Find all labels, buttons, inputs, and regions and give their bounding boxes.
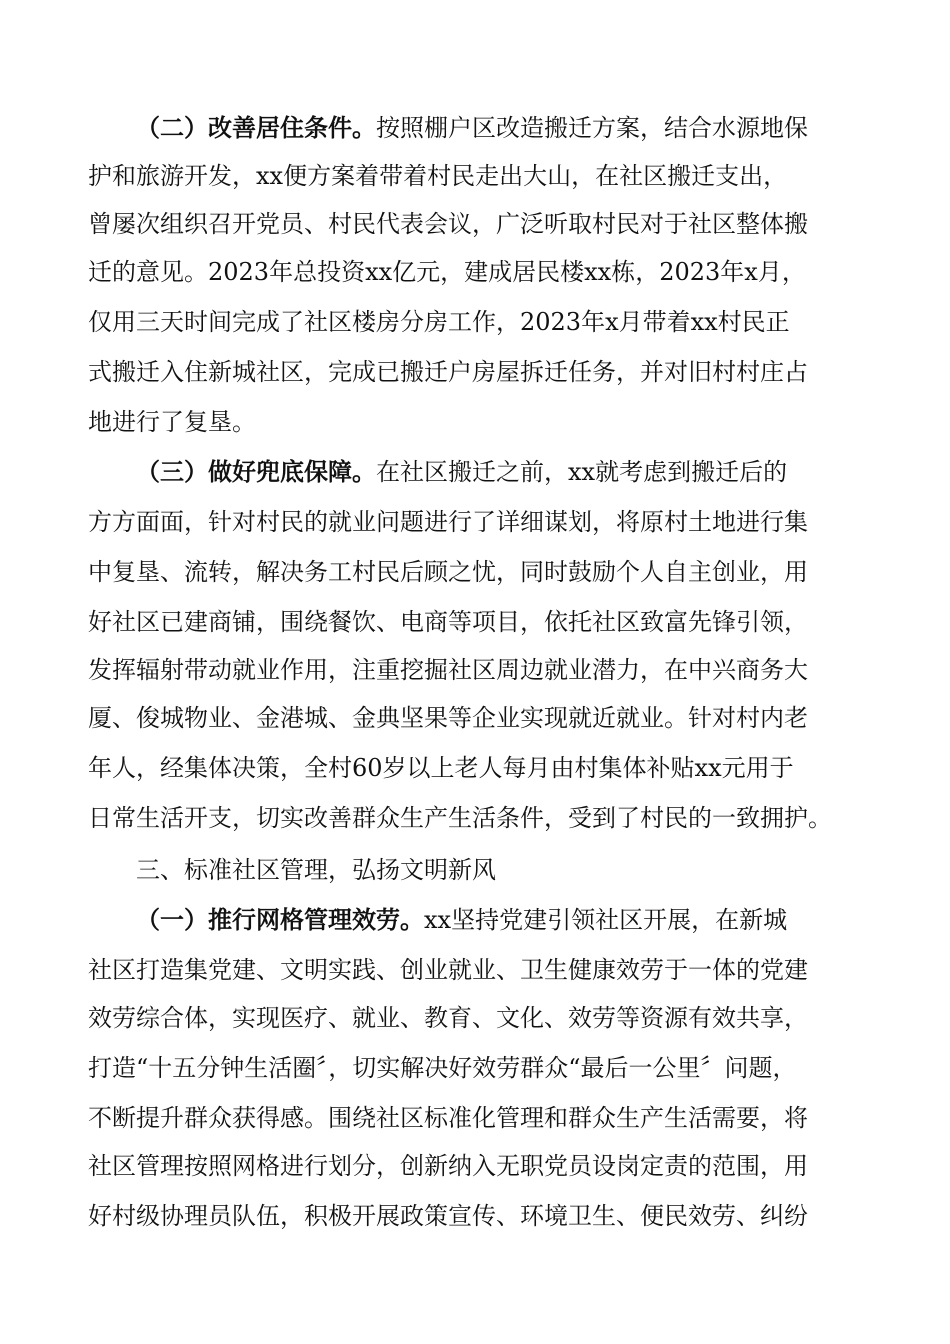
- paragraph-text: 在社区搬迁之前，xx就考虑到搬迁后的: [376, 458, 788, 486]
- paragraph-line: 社区管理按照网格进行划分，创新纳入无职党员设岗定责的范围，用: [88, 1152, 808, 1180]
- subsection-heading: （二）改善居住条件。: [136, 113, 376, 142]
- paragraph-line: 好村级协理员队伍，积极开展政策宣传、环境卫生、便民效劳、纠纷: [88, 1202, 808, 1230]
- paragraph-line: 年人，经集体决策，全村60岁以上老人每月由村集体补贴xx元用于: [88, 754, 794, 782]
- paragraph-line: [136, 448, 878, 496]
- paragraph-line: 日常生活开支，切实改善群众生产生活条件，受到了村民的一致拥护。: [88, 804, 832, 832]
- paragraph-line: [136, 104, 878, 152]
- section-title: 三、标准社区管理，弘扬文明新风: [136, 856, 496, 884]
- paragraph-line: 方方面面，针对村民的就业问题进行了详细谋划，将原村土地进行集: [88, 508, 808, 536]
- paragraph-line: 仅用三天时间完成了社区楼房分房工作，2023年x月带着xx村民正: [88, 308, 790, 336]
- paragraph-line: 地进行了复垦。: [88, 408, 256, 436]
- subsection-heading: （一）推行网格管理效劳。: [136, 905, 424, 934]
- paragraph-line: 好社区已建商铺，围绕餐饮、电商等项目，依托社区致富先锋引领，: [88, 608, 808, 636]
- paragraph-line: 效劳综合体，实现医疗、就业、教育、文化、效劳等资源有效共享，: [88, 1004, 808, 1032]
- paragraph-line: 护和旅游开发，xx便方案着带着村民走出大山，在社区搬迁支出，: [88, 162, 788, 190]
- paragraph-line: 社区打造集党建、文明实践、创业就业、卫生健康效劳于一体的党建: [88, 956, 808, 984]
- paragraph-line: 不断提升群众获得感。围绕社区标准化管理和群众生产生活需要，将: [88, 1104, 808, 1132]
- paragraph-text: 按照棚户区改造搬迁方案，结合水源地保: [376, 114, 808, 142]
- paragraph-line: 发挥辐射带动就业作用，注重挖掘社区周边就业潜力，在中兴商务大: [88, 656, 808, 684]
- paragraph-line: 曾屡次组织召开党员、村民代表会议，广泛听取村民对于社区整体搬: [88, 210, 808, 238]
- paragraph-line: 中复垦、流转，解决务工村民后顾之忧，同时鼓励个人自主创业，用: [88, 558, 808, 586]
- subsection-heading: （三）做好兜底保障。: [136, 457, 376, 486]
- paragraph-line: 打造“十五分钟生活圈〞，切实解决好效劳群众“最后一公里〞问题，: [88, 1054, 797, 1082]
- paragraph-line: 厦、俊城物业、金港城、金典坚果等企业实现就近就业。针对村内老: [88, 704, 808, 732]
- paragraph-line: 式搬迁入住新城社区，完成已搬迁户房屋拆迁任务，并对旧村村庄占: [88, 358, 808, 386]
- paragraph-line: [136, 896, 878, 944]
- paragraph-line: 迁的意见。2023年总投资xx亿元，建成居民楼xx栋，2023年x月，: [88, 258, 806, 286]
- paragraph-text: xx坚持党建引领社区开展，在新城: [424, 906, 788, 934]
